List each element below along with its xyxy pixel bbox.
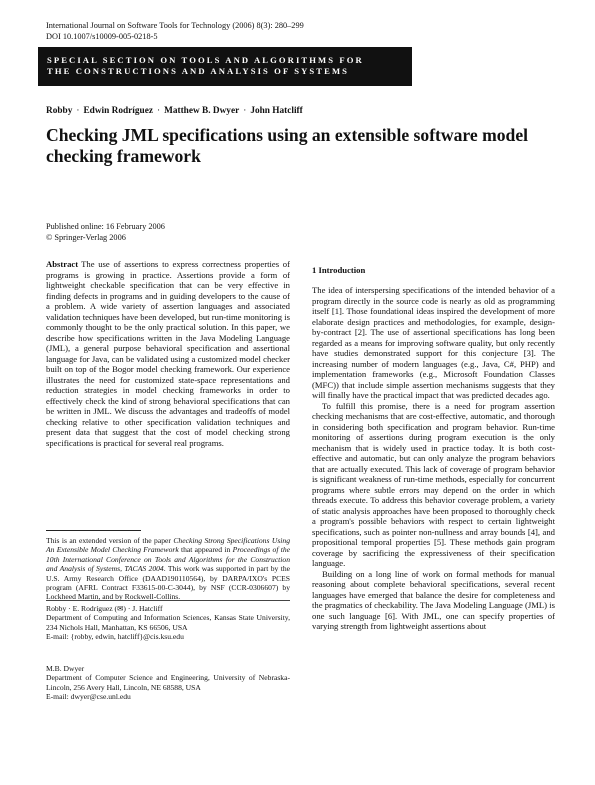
footnote-paper-title: Checking Strong Specifications Using An Extensible Model Checking Framework bbox=[46, 536, 290, 555]
paragraph: The idea of interspersing specifications of the intended behavior of a program directly in the source code is nearly as old as programming itself [1]. Those foundational ideas inspired the development of more elaborate design practices and methodologies, for example, design-by-contract [2]. The use of assertional specifications has long been regarded as a means for improving software quality, but only recently have studies demonstrated support for this conjecture [3]. The increasing number of modern languages (e.g., Java, C#, PHP) and implementation frameworks (e.g., Microsoft Foundation Classes (MFC)) that include simple assertion mechanisms suggests that they will finally have the practical impact that was predicted decades ago. bbox=[312, 285, 555, 400]
journal-header bbox=[46, 21, 304, 42]
abstract-text: The use of assertions to express correctness properties of programs is growing in practice. Assertions provide a form of lightweight checkable specification that can be very effective in finding defects in programs and in guiding developers to the cause of a problem. A wide variety of assertion languages and associated validation techniques have been developed, but run-time monitoring is commonly thought to be the only practical solution. In this paper, we describe how specifications written in the Java Modeling Language (JML), a general purpose behavioral specification and assertional language for Java, can be validated using a customized model checker built on top of the Bogor model checking framework. Our experience illustrates the need for customized state-space representations and reduction strategies in model checking frameworks in order to effectively check the kind of strong behavioral specifications that can be written in JML. We discuss the advantages and tradeoffs of model checking relative to other specification validation techniques and present data that suggest that the cost of model checking strong specifications is practical for several real programs. bbox=[46, 259, 290, 448]
author: Robby bbox=[46, 106, 73, 116]
affiliation-dept: Department of Computer Science and Engineering, University of Nebraska-Lincoln, 256 Avery Hall, Lincoln, NE 68588, USA bbox=[46, 673, 290, 692]
banner-line-2: THE CONSTRUCTIONS AND ANALYSIS OF SYSTEMS bbox=[47, 66, 350, 76]
author-list bbox=[46, 106, 303, 116]
author-separator: · bbox=[243, 106, 247, 116]
doi: DOI 10.1007/s10009-005-0218-5 bbox=[46, 31, 158, 41]
special-section-banner bbox=[38, 47, 412, 86]
copyright: © Springer-Verlag 2006 bbox=[46, 232, 126, 242]
author: John Hatcliff bbox=[250, 106, 303, 116]
publication-info bbox=[46, 222, 165, 243]
author: Matthew B. Dwyer bbox=[164, 106, 240, 116]
affiliation-block bbox=[46, 604, 290, 642]
footnote-text: This is an extended version of the paper bbox=[46, 536, 174, 545]
footnote-text: that appeared in bbox=[178, 545, 233, 555]
affiliation-names: Robby · E. Rodríguez (✉) · J. Hatcliff bbox=[46, 604, 163, 613]
footnote-proceedings: Proceedings of the 10th International Conference on Tools and Algorithms for the Construction and Analysis of Systems, TACAS 2004 bbox=[46, 545, 290, 574]
affiliation-email: E-mail: dwyer@cse.unl.edu bbox=[46, 692, 131, 702]
footnote-text: . This work was supported in part by the U.S. Army Research Office (DAAD190110564), by DARPA/IXO's PCES program (AFRL Contract F33615-00-C-3044), by NSF (CCR-0306607) by Lockheed Martin, and by Rockwell-Collins. bbox=[46, 564, 290, 602]
footnote bbox=[46, 536, 290, 602]
affiliation-rule bbox=[46, 600, 290, 601]
section-heading: 1 Introduction bbox=[312, 265, 366, 275]
paragraph: Building on a long line of work on formal methods for manual reasoning about complete behavioral specifications, several recent languages have emerged that balance the desire for completeness and the pragmatics of checkability. The Java Modeling Language (JML) is one such language [6]. With JML, one can specify properties of varying strength from lightweight assertions about bbox=[312, 568, 555, 631]
author-separator: · bbox=[156, 106, 161, 116]
abstract bbox=[46, 259, 290, 448]
affiliation-names: M.B. Dwyer bbox=[46, 664, 85, 673]
affiliation-email: E-mail: {robby, edwin, hatcliff}@cis.ksu.edu bbox=[46, 632, 184, 642]
affiliation-block bbox=[46, 664, 290, 702]
footnote-rule bbox=[46, 530, 141, 531]
paragraph: To fulfill this promise, there is a need for program assertion checking mechanisms that are cost-effective, automatic, and thorough in considering both specification and program behavior. Run-time monitoring of assertions during program execution is the only mechanism that is widely used in practice today. It is both cost-effective and automatic, but can only analyze the program behaviors that are actually executed. This lack of coverage of program behavior is significant weakness of run-time methods, especially for concurrent programs where subtle errors may depend on the order in which threads execute. To address this behavior coverage problem, a variety of static analysis approaches have been proposed to thoroughly check a program's possible behaviors with respect to certain lightweight specifications, such as pointer non-nullness and array bounds [4], and propositional temporal properties [5]. These methods gain program coverage by sacrificing the expressiveness of their specification language. bbox=[312, 400, 555, 568]
author-separator: · bbox=[76, 106, 80, 116]
abstract-label: Abstract bbox=[46, 259, 79, 269]
author: Edwin Rodríguez bbox=[83, 106, 153, 116]
affiliation-dept: Department of Computing and Information Sciences, Kansas State University, 234 Nichols Hall, Manhattan, KS 66506, USA bbox=[46, 613, 290, 632]
introduction-body bbox=[312, 285, 555, 632]
paper-title: Checking JML specifications using an extensible software model checking framework bbox=[46, 125, 529, 166]
published-date: Published online: 16 February 2006 bbox=[46, 222, 165, 231]
journal-citation: International Journal on Software Tools for Technology (2006) 8(3): 280–299 bbox=[46, 21, 304, 30]
banner-line-1: SPECIAL SECTION ON TOOLS AND ALGORITHMS FOR bbox=[47, 55, 364, 65]
